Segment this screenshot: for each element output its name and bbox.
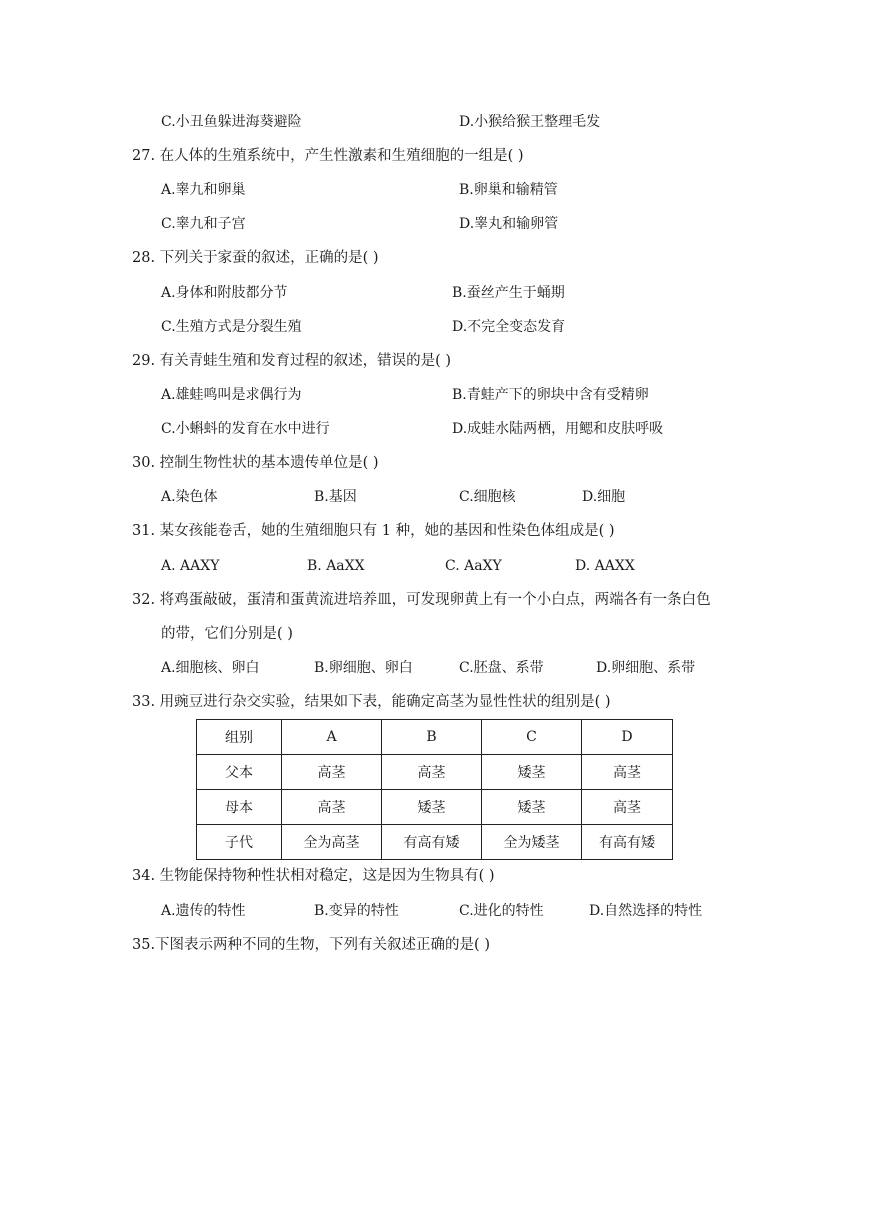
table-cell: 有高有矮 xyxy=(582,825,673,860)
q28-option-b: B.蚕丝产生于蛹期 xyxy=(452,285,565,301)
q27-option-b: B.卵巢和输精管 xyxy=(459,182,558,198)
table-header-row xyxy=(197,720,673,755)
table-cell: 高茎 xyxy=(582,755,673,790)
q32-option-d: D.卵细胞、系带 xyxy=(596,660,696,676)
q30-option-b: B.基因 xyxy=(314,489,357,505)
q30-stem: 30. 控制生物性状的基本遗传单位是( ) xyxy=(132,455,379,471)
table-cell: 高茎 xyxy=(282,790,382,825)
q28-stem: 28. 下列关于家蚕的叙述，正确的是( ) xyxy=(132,250,379,266)
q27-option-d: D.睾丸和输卵管 xyxy=(459,216,559,232)
table-header-cell: A xyxy=(282,720,382,755)
q32-stem-line1: 32. 将鸡蛋敲破，蛋清和蛋黄流进培养皿，可发现卵黄上有一个小白点，两端各有一条白色 xyxy=(132,592,711,608)
table-cell: 高茎 xyxy=(582,790,673,825)
q34-option-c: C.进化的特性 xyxy=(459,903,544,919)
table-row xyxy=(197,790,673,825)
q29-stem: 29. 有关青蛙生殖和发育过程的叙述，错误的是( ) xyxy=(132,353,452,369)
q28-option-d: D.不完全变态发育 xyxy=(452,319,566,335)
q33-stem: 33. 用豌豆进行杂交实验，结果如下表，能确定高茎为显性性状的组别是( ) xyxy=(132,694,611,710)
q32-option-a: A.细胞核、卵白 xyxy=(161,660,260,676)
q34-option-d: D.自然选择的特性 xyxy=(589,903,703,919)
table-cell: 矮茎 xyxy=(382,790,482,825)
q26-option-d: D.小猴给猴王整理毛发 xyxy=(459,114,601,130)
q31-option-d: D. AAXX xyxy=(575,558,635,574)
q31-option-a: A. AAXY xyxy=(161,558,220,574)
pea-cross-table xyxy=(196,719,673,860)
q31-option-b: B. AaXX xyxy=(307,558,365,574)
q34-option-a: A.遗传的特性 xyxy=(161,903,246,919)
table-cell: 有高有矮 xyxy=(382,825,482,860)
q29-option-d: D.成蛙水陆两栖，用鳃和皮肤呼吸 xyxy=(452,421,664,437)
q35-stem: 35.下图表示两种不同的生物，下列有关叙述正确的是( ) xyxy=(132,937,490,953)
q26-option-c: C.小丑鱼躲进海葵避险 xyxy=(161,114,302,130)
q30-option-d: D.细胞 xyxy=(582,489,626,505)
table-row xyxy=(197,755,673,790)
q29-option-b: B.青蛙产下的卵块中含有受精卵 xyxy=(452,387,649,403)
table-cell: 父本 xyxy=(197,755,282,790)
q27-stem: 27. 在人体的生殖系统中，产生性激素和生殖细胞的一组是( ) xyxy=(132,148,524,164)
q28-option-a: A.身体和附肢都分节 xyxy=(161,285,288,301)
table-header-cell: D xyxy=(582,720,673,755)
table-header-cell: 组别 xyxy=(197,720,282,755)
table-header-cell: B xyxy=(382,720,482,755)
q28-option-c: C.生殖方式是分裂生殖 xyxy=(161,319,302,335)
table-cell: 母本 xyxy=(197,790,282,825)
table-cell: 高茎 xyxy=(382,755,482,790)
table-header-cell: C xyxy=(482,720,582,755)
table-row xyxy=(197,825,673,860)
q29-option-a: A.雄蛙鸣叫是求偶行为 xyxy=(161,387,302,403)
table-cell: 全为矮茎 xyxy=(482,825,582,860)
table-cell: 全为高茎 xyxy=(282,825,382,860)
table-cell: 子代 xyxy=(197,825,282,860)
q32-option-b: B.卵细胞、卵白 xyxy=(314,660,413,676)
q29-option-c: C.小蝌蚪的发育在水中进行 xyxy=(161,421,330,437)
q27-option-a: A.睾九和卵巢 xyxy=(161,182,246,198)
q31-option-c: C. AaXY xyxy=(445,558,502,574)
q27-option-c: C.睾九和子宫 xyxy=(161,216,246,232)
table-cell: 高茎 xyxy=(282,755,382,790)
q34-stem: 34. 生物能保持物种性状相对稳定，这是因为生物具有( ) xyxy=(132,868,495,884)
q30-option-c: C.细胞核 xyxy=(459,489,516,505)
q31-stem: 31. 某女孩能卷舌，她的生殖细胞只有 1 种，她的基因和性染色体组成是( ) xyxy=(132,523,615,539)
table-cell: 矮茎 xyxy=(482,790,582,825)
q34-option-b: B.变异的特性 xyxy=(314,903,399,919)
table-cell: 矮茎 xyxy=(482,755,582,790)
q32-option-c: C.胚盘、系带 xyxy=(459,660,544,676)
q32-stem-line2: 的带，它们分别是( ) xyxy=(161,626,293,642)
q30-option-a: A.染色体 xyxy=(161,489,218,505)
